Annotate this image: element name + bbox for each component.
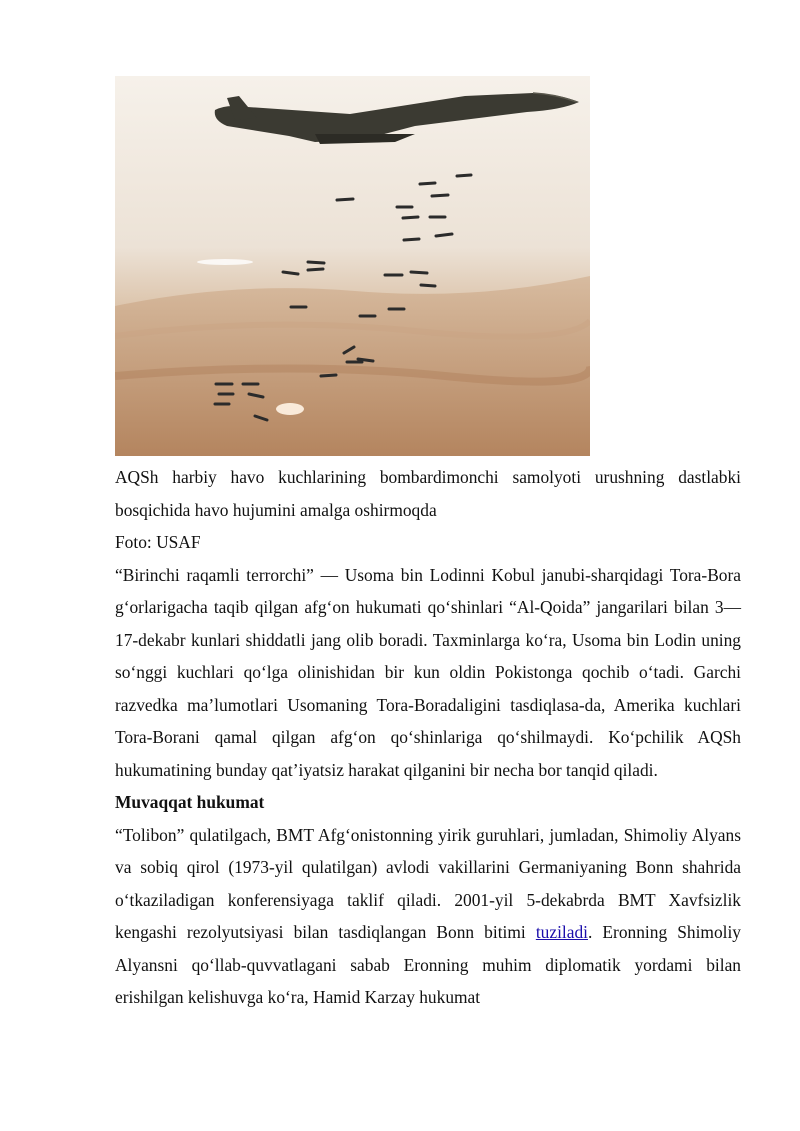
- paragraph-text-end: . Eronning Shimoliy Alyansni qo‘llab-quvvatlagani sabab Eronning muhim diplomatik yordami bilan erishilgan kelishuvga ko‘ra, Hamid Karzay hukumat: [115, 922, 742, 1007]
- section-heading: Muvaqqat hukumat: [115, 792, 265, 812]
- paragraph-text-start: “Tolibon” qulatilgach, BMT Afg‘onistonning yirik guruhlari, jumladan, Shimoliy Alyans va sobiq qirol (1973-yil qulatilgan) avlodi vakillarini Germaniyaning Bonn shahrida o‘tkaziladigan konferensiyaga taklif qiladi. 2001-yil 5-dekabrda BMT Xavfsizlik kengashi rezolyutsiyasi bilan tasdiqlangan Bonn bitimi: [115, 824, 741, 942]
- missile-trail: [197, 259, 253, 265]
- figure-caption: AQSh harbiy havo kuchlarining bombardimonchi samolyoti urushning dastlabki bosqichida havo hujumini amalga oshirmoqda: [115, 467, 741, 520]
- paragraph-tora-bora: “Birinchi raqamli terrorchi” — Usoma bin Lodinni Kobul janubi-sharqidagi Tora-Bora g‘orlarigacha taqib qilgan afg‘on hukumati qo‘shinlari “Al-Qoida” jangarilari bilan 3—17-dekabr kunlari shiddatli jang olib boradi. Taxminlarga ko‘ra, Usoma bin Lodin uning so‘nggi kuchlari qo‘lga olinishidan bir kun oldin Pokistonga qochib o‘tadi. Garchi razvedka ma’lumotlari Usomaning Tora-Boradaligini tasdiqlasa-da, Amerika kuchlari Tora-Borani qamal qilgan afg‘on qo‘shinlariga qo‘shilmaydi. Ko‘pchilik AQSh hukumatining bunday qat’iyatsiz harakat qilganini bir necha bor tanqid qiladi.: [115, 564, 741, 780]
- tuziladi-link[interactable]: tuziladi: [535, 922, 588, 942]
- photo-credit: Foto: USAF: [115, 532, 201, 552]
- article-body: [115, 461, 741, 1014]
- bomber-dropping-bombs-photo: [115, 76, 590, 456]
- paragraph-bonn-agreement: [115, 819, 741, 1014]
- bomber-photo: [115, 76, 590, 456]
- explosion-flash: [276, 403, 304, 415]
